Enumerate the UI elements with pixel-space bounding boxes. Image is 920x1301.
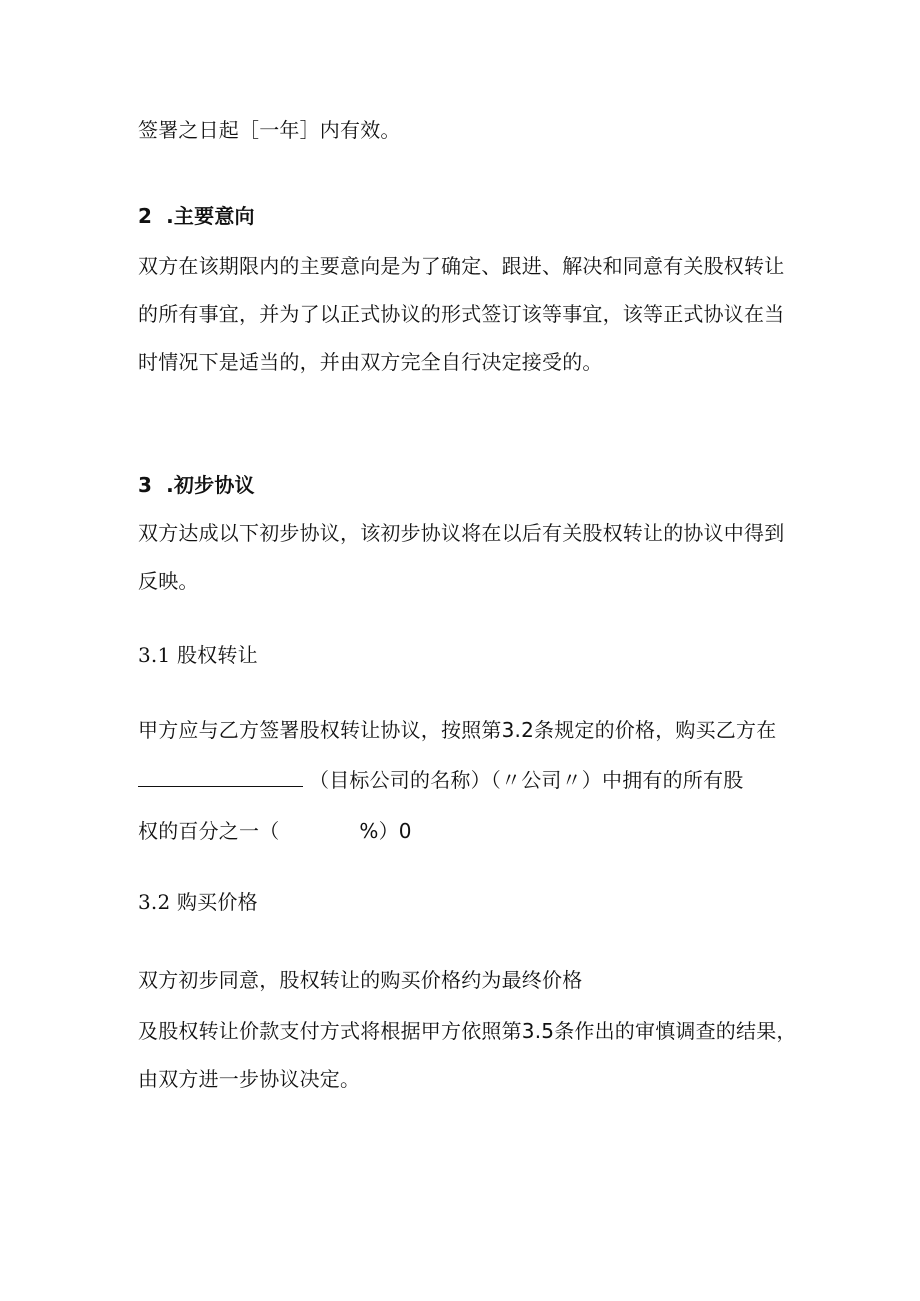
- subsection-3-1-line-3: [138, 817, 412, 845]
- company-name-blank[interactable]: [138, 766, 303, 787]
- section-3-line-2: 反映。: [138, 569, 199, 593]
- section-2-line-2: 的所有事宜，并为了以正式协议的形式签订该等事宜，该等正式协议在当: [138, 302, 785, 326]
- subsection-3-1-number: 3.1: [138, 643, 171, 667]
- section-3-heading: [138, 471, 255, 499]
- section-2-number: 2: [138, 204, 153, 228]
- section-3-number: 3: [138, 473, 153, 497]
- subsection-3-2-line-2: 及股权转让价款支付方式将根据甲方依照第3.5条作出的审慎调查的结果，: [138, 1019, 797, 1043]
- section-3-line-1: 双方达成以下初步协议，该初步协议将在以后有关股权转让的协议中得到: [138, 521, 785, 545]
- subsection-3-1-heading: [138, 641, 258, 669]
- subsection-3-1-line-2-text: （目标公司的名称）（〃公司〃）中拥有的所有股: [309, 768, 744, 792]
- subsection-3-2-number: 3.2: [138, 890, 171, 914]
- section-2-heading: [138, 202, 255, 230]
- percentage-prefix: 权的百分之一（: [138, 819, 280, 843]
- percentage-suffix: %）0: [359, 819, 412, 843]
- subsection-3-1-line-1: 甲方应与乙方签署股权转让协议，按照第3.2条规定的价格，购买乙方在: [138, 718, 777, 742]
- subsection-3-2-title: 购买价格: [176, 890, 258, 914]
- section-2-line-3: 时情况下是适当的，并由双方完全自行决定接受的。: [138, 350, 603, 374]
- section-3-title: .初步协议: [166, 473, 255, 497]
- section-2-title: .主要意向: [166, 204, 255, 228]
- subsection-3-1-line-2: [138, 766, 743, 794]
- subsection-3-2-heading: [138, 888, 258, 916]
- subsection-3-1-title: 股权转让: [176, 643, 258, 667]
- intro-line: 签署之日起［一年］内有效。: [138, 118, 401, 142]
- section-2-line-1: 双方在该期限内的主要意向是为了确定、跟进、解决和同意有关股权转让: [138, 254, 785, 278]
- subsection-3-2-line-1: 双方初步同意，股权转让的购买价格约为最终价格: [138, 968, 583, 992]
- subsection-3-2-line-3: 由双方进一步协议决定。: [138, 1067, 361, 1091]
